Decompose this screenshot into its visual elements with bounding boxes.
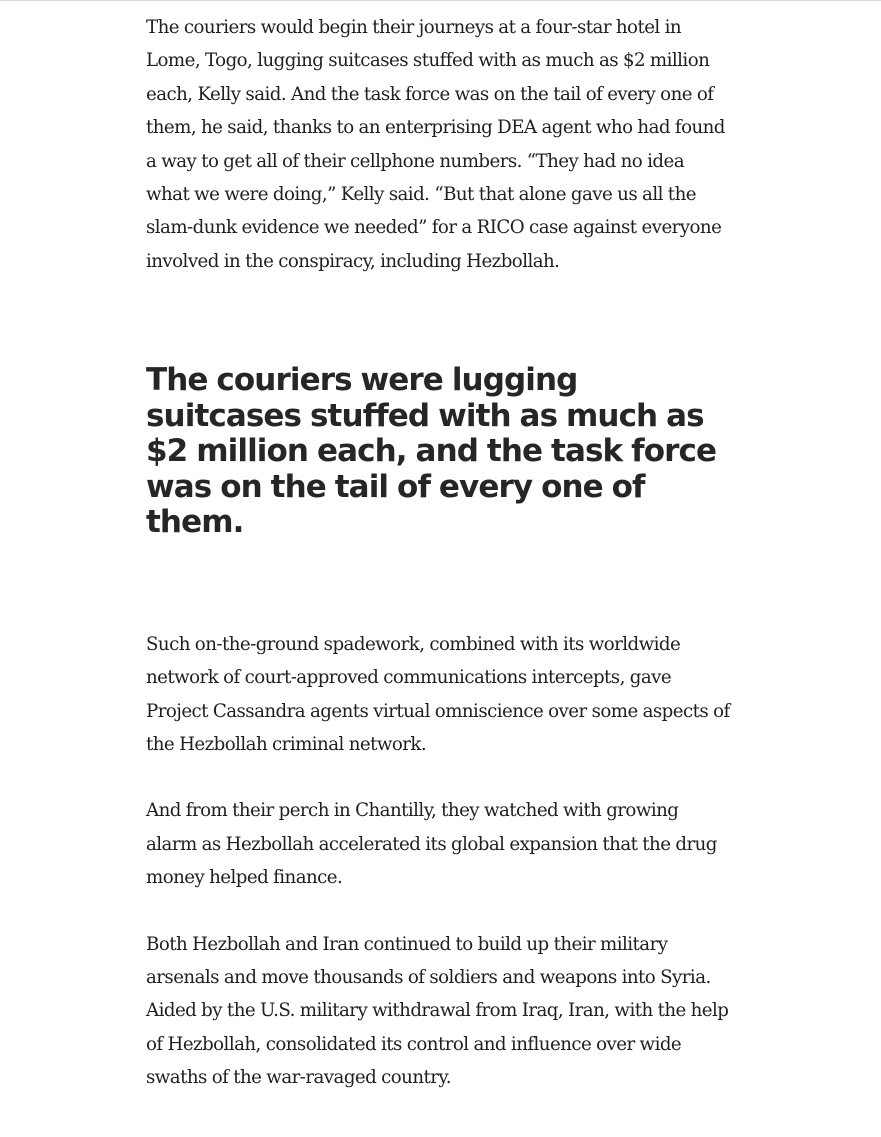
paragraph-spadework: Such on-the-ground spadework, combined with its worldwide network of court-approved communications intercepts, gave Project Cassandra agents virtual omniscience over some aspects of the Hezbollah criminal network. [146,633,730,755]
pull-quote: The couriers were lugging suitcases stuffed with as much as $2 million each, and the task force was on the tail of every one of them. [146,362,717,541]
paragraph-couriers: The couriers would begin their journeys at a four-star hotel in Lome, Togo, lugging suitcases stuffed with as much as $2 million each, Kelly said. And the task force was on the tail of every one of them, he said, thanks to an enterprising DEA agent who had found a way to get all of their cellphone numbers. “They had no idea what we were doing,” Kelly said. “But that alone gave us all the slam-dunk evidence we needed” for a RICO case against everyone involved in the conspiracy, including Hezbollah. [146,17,725,272]
article-body [146,11,731,1095]
paragraph-hezbollah-iran: Both Hezbollah and Iran continued to build up their military arsenals and move thousands of soldiers and weapons into Syria. Aided by the U.S. military withdrawal from Iraq, Iran, with the help of Hezbollah, consolidated its control and influence over wide swaths of the war-ravaged country. [146,933,729,1089]
paragraph-chantilly: And from their perch in Chantilly, they watched with growing alarm as Hezbollah accelerated its global expansion that the drug money helped finance. [146,800,717,889]
top-divider [0,0,881,1]
